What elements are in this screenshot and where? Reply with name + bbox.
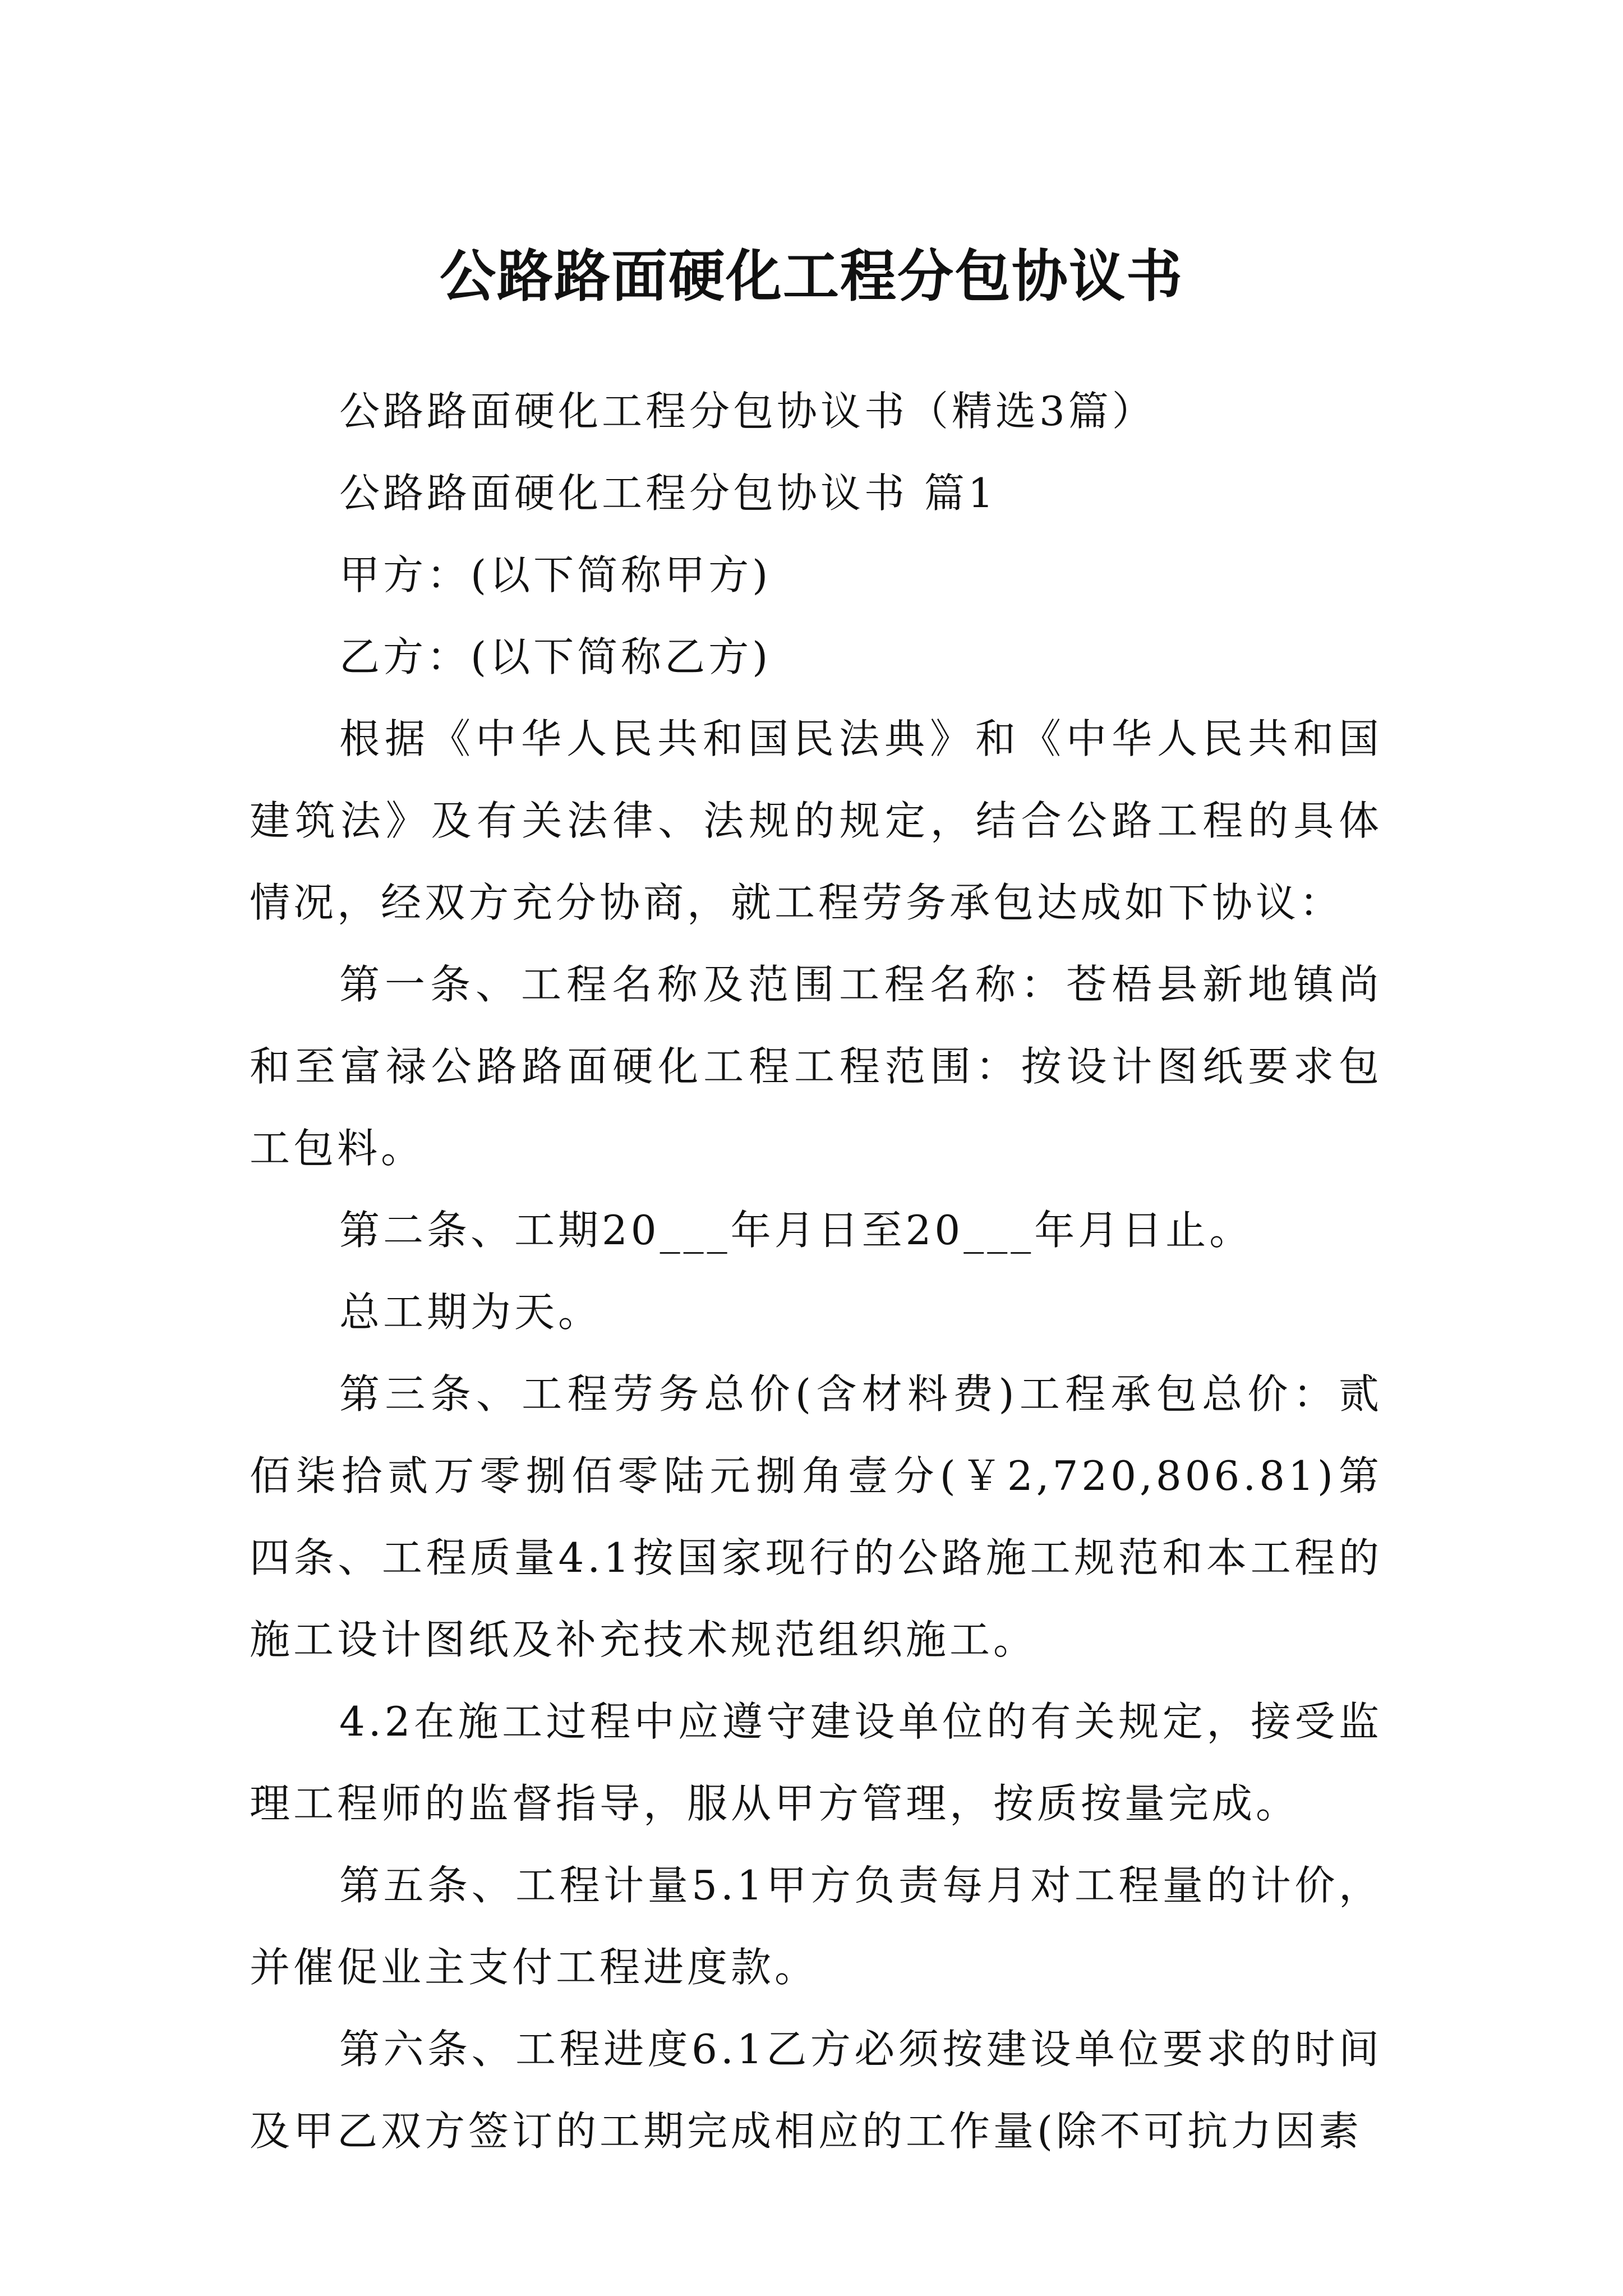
document-title: 公路路面硬化工程分包协议书 xyxy=(440,243,1183,309)
paragraph-article-2: 第二条、工期20___年月日至20___年月日止。 xyxy=(339,1207,1253,1254)
paragraph-clause-4-2: 4.2在施工过程中应遵守建设单位的有关规定，接受监理工程师的监督指导，服从甲方管理，按质按量完成。 xyxy=(250,1698,1382,1827)
document-body xyxy=(250,370,1382,2172)
paragraph-article-3-4: 第三条、工程劳务总价(含材料费)工程承包总价：贰佰柒拾贰万零捌佰零陆元捌角壹分(￥2,720,806.81)第四条、工程质量4.1按国家现行的公路施工规范和本工程的施工设计图纸及补充技术规范组织施工。 xyxy=(250,1370,1382,1663)
paragraph-party-b: 乙方：(以下简称乙方) xyxy=(339,633,772,680)
paragraph-total-duration: 总工期为天。 xyxy=(339,1289,602,1336)
paragraph-section-heading: 公路路面硬化工程分包协议书 篇1 xyxy=(339,470,997,517)
paragraph-subtitle: 公路路面硬化工程分包协议书（精选3篇） xyxy=(339,388,1156,435)
paragraph-party-a: 甲方：(以下简称甲方) xyxy=(339,551,772,599)
paragraph-preamble: 根据《中华人民共和国民法典》和《中华人民共和国建筑法》及有关法律、法规的规定，结合公路工程的具体情况，经双方充分协商，就工程劳务承包达成如下协议： xyxy=(250,715,1382,926)
paragraph-article-6: 第六条、工程进度6.1乙方必须按建设单位要求的时间及甲乙双方签订的工期完成相应的工作量(除不可抗力因素 xyxy=(250,2026,1382,2155)
paragraph-article-5: 第五条、工程计量5.1甲方负责每月对工程量的计价，并催促业主支付工程进度款。 xyxy=(250,1862,1382,1991)
paragraph-article-1: 第一条、工程名称及范围工程名称：苍梧县新地镇尚和至富禄公路路面硬化工程工程范围：按设计图纸要求包工包料。 xyxy=(250,961,1382,1172)
